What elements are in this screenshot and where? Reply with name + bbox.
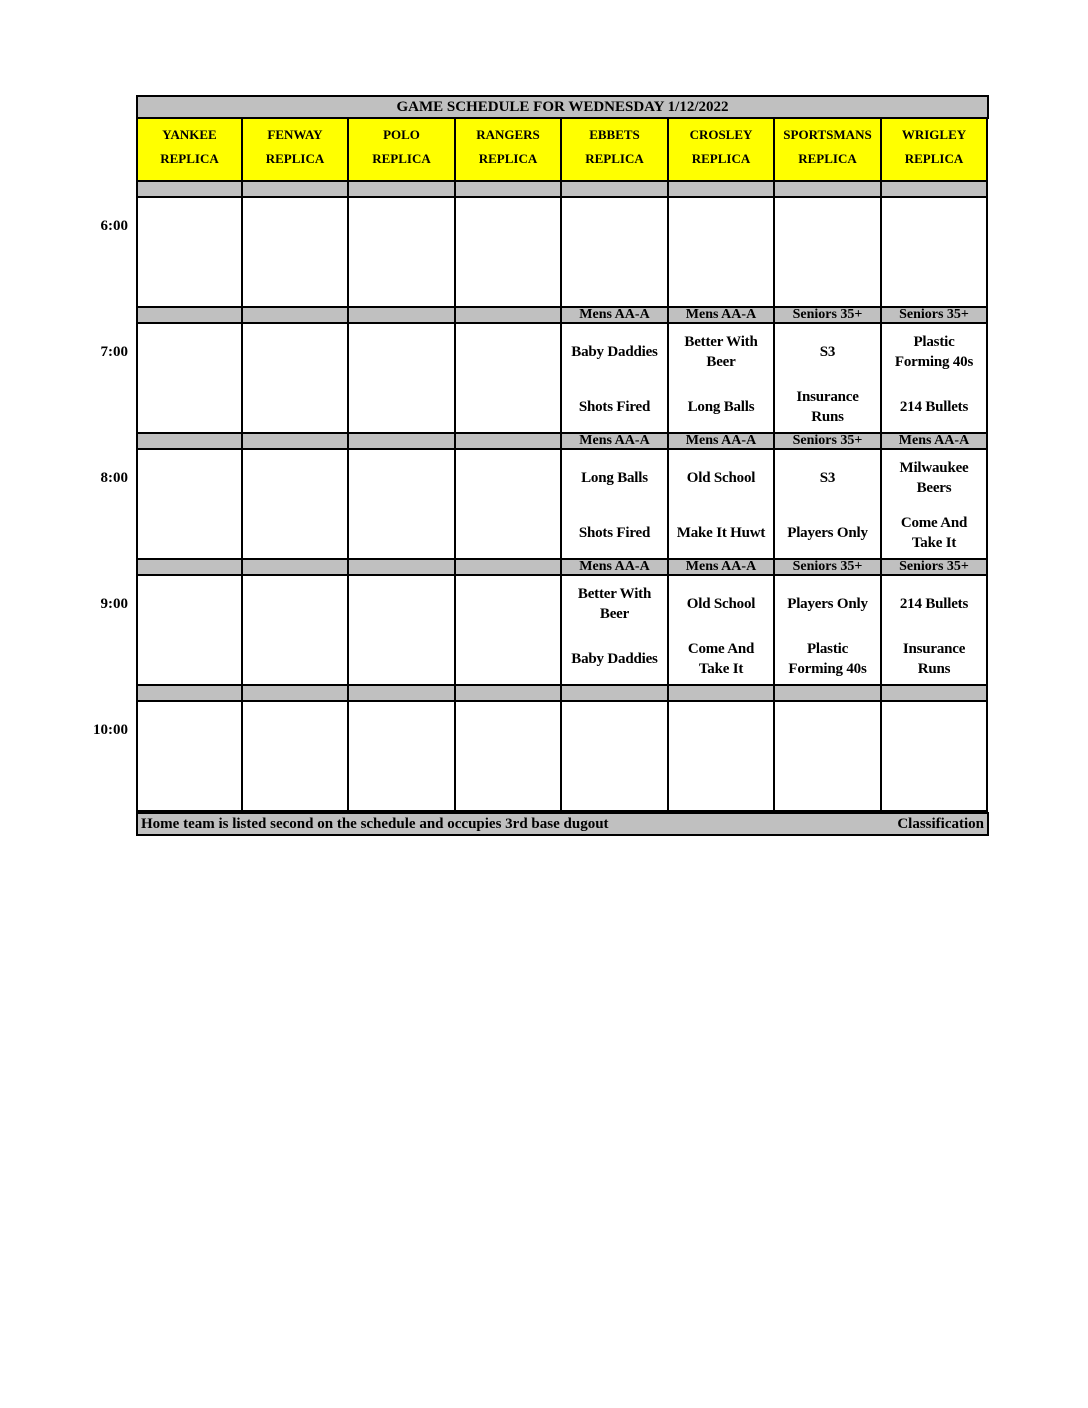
game-cell[interactable] <box>669 576 775 686</box>
game-cell[interactable] <box>775 576 882 686</box>
game-cell[interactable] <box>349 198 456 308</box>
game-cell[interactable] <box>775 702 882 812</box>
field-name: SPORTSMANS <box>783 127 872 142</box>
game-cell[interactable] <box>243 450 349 560</box>
classification-cell <box>775 686 882 702</box>
field-subtitle: REPLICA <box>798 151 857 166</box>
away-team: Better With Beer <box>577 586 652 622</box>
classification-cell <box>243 434 349 450</box>
home-team: Long Balls <box>687 399 755 415</box>
field-name: FENWAY <box>267 127 323 142</box>
game-cell[interactable] <box>562 576 669 686</box>
field-name: EBBETS <box>589 127 640 142</box>
game-cell[interactable] <box>349 324 456 434</box>
home-team: Come And Take It <box>687 641 755 677</box>
game-cell[interactable] <box>882 324 988 434</box>
classification-cell: Mens AA-A <box>562 560 669 576</box>
game-cell[interactable] <box>243 576 349 686</box>
field-header <box>456 119 562 182</box>
game-cell[interactable] <box>456 324 562 434</box>
home-team: Insurance Runs <box>796 389 859 425</box>
classification-cell <box>136 434 243 450</box>
classification-cell <box>882 182 988 198</box>
away-team: Milwaukee Beers <box>899 460 969 496</box>
classification-legend: Classification <box>897 815 984 832</box>
game-cell[interactable] <box>243 702 349 812</box>
classification-cell <box>349 308 456 324</box>
field-subtitle: REPLICA <box>372 151 431 166</box>
game-cell[interactable] <box>562 702 669 812</box>
away-team: S3 <box>819 470 836 486</box>
classification-cell <box>136 182 243 198</box>
classification-cell <box>456 686 562 702</box>
classification-cell: Mens AA-A <box>562 434 669 450</box>
game-cell[interactable] <box>669 198 775 308</box>
game-cell[interactable] <box>882 576 988 686</box>
game-cell[interactable] <box>456 450 562 560</box>
field-header <box>669 119 775 182</box>
game-cell[interactable] <box>882 702 988 812</box>
schedule-table <box>136 95 989 833</box>
classification-cell: Mens AA-A <box>669 308 775 324</box>
time-label: 7:00 <box>100 344 128 360</box>
classification-cell: Mens AA-A <box>882 434 988 450</box>
field-name: POLO <box>383 127 420 142</box>
home-team: Shots Fired <box>578 525 651 541</box>
classification-cell: Mens AA-A <box>562 308 669 324</box>
classification-cell: Seniors 35+ <box>775 308 882 324</box>
classification-cell <box>882 686 988 702</box>
classification-cell <box>243 308 349 324</box>
field-header <box>562 119 669 182</box>
game-cell[interactable] <box>136 450 243 560</box>
field-subtitle: REPLICA <box>585 151 644 166</box>
classification-cell <box>456 182 562 198</box>
game-cell[interactable] <box>243 198 349 308</box>
classification-cell <box>349 686 456 702</box>
game-cell[interactable] <box>882 450 988 560</box>
time-label: 8:00 <box>100 470 128 486</box>
classification-cell <box>562 686 669 702</box>
home-team: Shots Fired <box>578 399 651 415</box>
field-header <box>243 119 349 182</box>
classification-cell <box>243 182 349 198</box>
home-team: Plastic Forming 40s <box>788 641 867 677</box>
classification-cell <box>562 182 669 198</box>
classification-cell <box>349 182 456 198</box>
field-header <box>136 119 243 182</box>
classification-cell: Seniors 35+ <box>775 560 882 576</box>
classification-cell <box>349 560 456 576</box>
classification-cell <box>136 560 243 576</box>
away-team: S3 <box>819 344 836 360</box>
time-label: 10:00 <box>93 722 128 738</box>
classification-cell <box>456 434 562 450</box>
game-cell[interactable] <box>456 198 562 308</box>
field-subtitle: REPLICA <box>904 151 964 166</box>
classification-cell <box>243 686 349 702</box>
game-cell[interactable] <box>456 576 562 686</box>
game-cell[interactable] <box>136 702 243 812</box>
classification-cell <box>456 560 562 576</box>
game-cell[interactable] <box>136 576 243 686</box>
game-cell[interactable] <box>456 702 562 812</box>
away-team: Old School <box>686 596 756 612</box>
game-cell[interactable] <box>349 576 456 686</box>
classification-cell <box>669 686 775 702</box>
field-subtitle: REPLICA <box>478 151 538 166</box>
game-cell[interactable] <box>349 450 456 560</box>
classification-cell <box>349 434 456 450</box>
game-cell[interactable] <box>136 198 243 308</box>
home-team: Players Only <box>787 525 868 541</box>
field-name: RANGERS <box>476 127 540 142</box>
classification-cell <box>136 686 243 702</box>
home-team: Come And Take It <box>900 515 968 551</box>
classification-cell <box>456 308 562 324</box>
game-cell[interactable] <box>775 324 882 434</box>
field-name: WRIGLEY <box>901 127 967 142</box>
game-cell[interactable] <box>136 324 243 434</box>
game-cell[interactable] <box>562 324 669 434</box>
game-cell[interactable] <box>775 198 882 308</box>
classification-cell <box>775 182 882 198</box>
game-cell[interactable] <box>243 324 349 434</box>
classification-cell <box>669 182 775 198</box>
away-team: Plastic Forming 40s <box>894 334 974 370</box>
home-team: Baby Daddies <box>571 651 658 667</box>
away-team: Players Only <box>787 596 868 612</box>
classification-cell <box>243 560 349 576</box>
game-cell[interactable] <box>882 198 988 308</box>
schedule-footer <box>136 812 989 836</box>
game-cell[interactable] <box>562 198 669 308</box>
game-cell[interactable] <box>669 324 775 434</box>
game-cell[interactable] <box>669 702 775 812</box>
away-team: Better With Beer <box>684 334 758 370</box>
classification-cell <box>136 308 243 324</box>
home-team: Insurance Runs <box>902 641 966 677</box>
away-team: 214 Bullets <box>899 596 969 612</box>
game-cell[interactable] <box>775 450 882 560</box>
time-label: 6:00 <box>100 218 128 234</box>
home-team: 214 Bullets <box>899 399 969 415</box>
home-team: Make It Huwt <box>676 525 766 541</box>
time-label: 9:00 <box>100 596 128 612</box>
field-subtitle: REPLICA <box>265 151 325 166</box>
classification-cell: Mens AA-A <box>669 560 775 576</box>
field-header <box>882 119 988 182</box>
schedule-title: GAME SCHEDULE FOR WEDNESDAY 1/12/2022 <box>136 95 989 119</box>
classification-cell: Seniors 35+ <box>882 308 988 324</box>
classification-cell: Seniors 35+ <box>882 560 988 576</box>
field-name: YANKEE <box>162 127 217 142</box>
field-header <box>349 119 456 182</box>
classification-cell: Mens AA-A <box>669 434 775 450</box>
away-team: Old School <box>686 470 756 486</box>
footer-note: Home team is listed second on the schedule and occupies 3rd base dugout <box>141 815 609 832</box>
game-cell[interactable] <box>669 450 775 560</box>
away-team: Long Balls <box>581 470 648 486</box>
classification-cell: Seniors 35+ <box>775 434 882 450</box>
away-team: Baby Daddies <box>571 344 658 360</box>
game-cell[interactable] <box>349 702 456 812</box>
field-subtitle: REPLICA <box>160 151 219 166</box>
field-subtitle: REPLICA <box>691 151 751 166</box>
game-cell[interactable] <box>562 450 669 560</box>
field-header <box>775 119 882 182</box>
field-name: CROSLEY <box>689 127 753 142</box>
